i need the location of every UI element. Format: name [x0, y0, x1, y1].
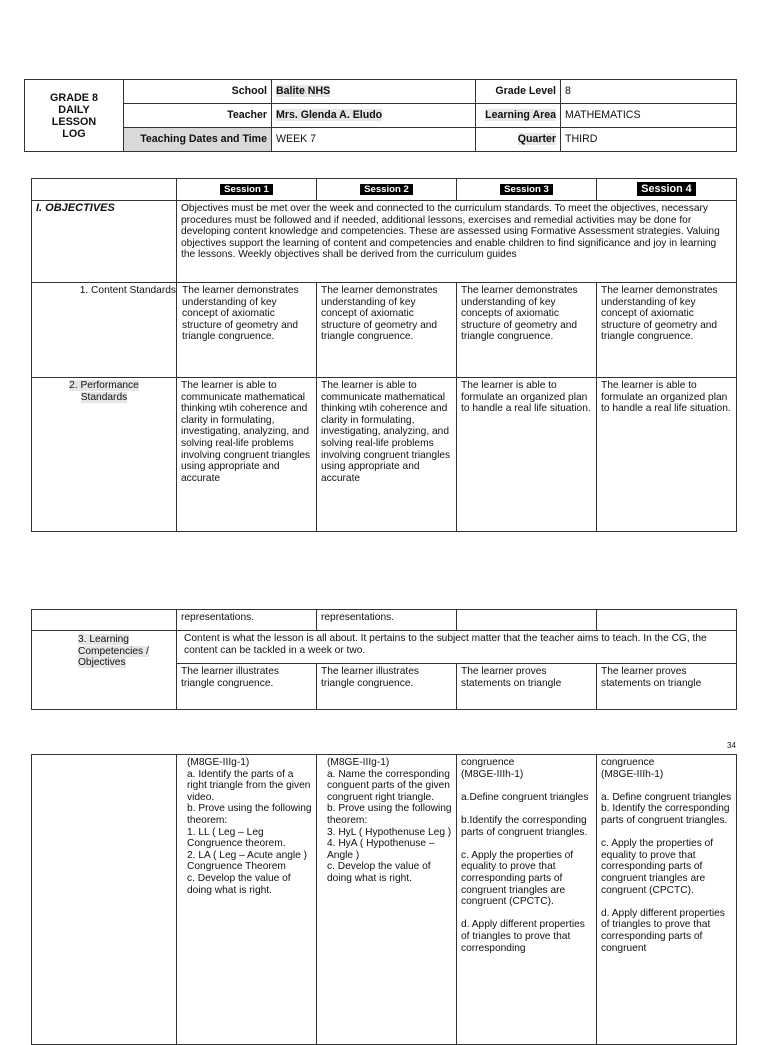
performance-standards-label: [32, 378, 177, 532]
quarter-label-text: Quarter: [517, 132, 556, 145]
continuation-empty: [32, 610, 177, 631]
objectives-detail-table: [31, 754, 737, 1045]
title-line: GRADE 8: [50, 91, 98, 104]
continuation-cell-4: [597, 610, 737, 631]
school-label: School: [124, 80, 272, 104]
objectives-detail-cell-1: (M8GE-IIIg-1) a. Identify the parts of a right triangle from the given video. b. Prove using the following theorem: 1. LL ( Leg – Leg Congruence theorem. 2. LA ( Leg – Acute angle ) Congruence Theorem c. Develop the value of doing what is right.: [177, 755, 317, 1045]
objectives-text: Objectives must be met over the week and connected to the curriculum standards. To meet the objectives, necessary procedures must be followed and if needed, additional lessons, exercises and remedial activities may be done for developing content knowledge and competencies. These are assessed using Formative Assessment strategies. Valuing objectives support the learning of content and competencies and enable children to find significance and joy in learning the lessons. Weekly objectives shall be derived from the curriculum guides: [177, 201, 737, 283]
school-value-text: Balite NHS: [276, 84, 331, 97]
title-line: LOG: [62, 127, 86, 140]
objectives-table: [31, 178, 737, 532]
grade-level-label: Grade Level: [476, 80, 561, 104]
session-4-label: Session 4: [637, 182, 695, 196]
dates-label: Teaching Dates and Time: [124, 128, 272, 152]
learning-area-value: MATHEMATICS: [561, 104, 737, 128]
objectives-label: I. OBJECTIVES: [32, 201, 177, 283]
learning-area-label: [476, 104, 561, 128]
performance-standards-label-text: 2. Performance Standards: [69, 380, 139, 403]
content-standards-cell-1: The learner demonstrates understanding of key concept of axiomatic structure of geometry and triangle congruence.: [177, 283, 317, 378]
performance-standards-cell-3: The learner is able to formulate an organized plan to handle a real life situation.: [457, 378, 597, 532]
competencies-table: [31, 609, 737, 710]
grade-title: [25, 80, 124, 152]
quarter-label: [476, 128, 561, 152]
continuation-cell-1: representations.: [177, 610, 317, 631]
page-number: 34: [727, 741, 736, 750]
objectives-detail-cell-4: congruence (M8GE-IIIh-1) a. Define congruent triangles b. Identify the corresponding parts of congruent triangles. c. Apply the properties of equality to prove that corresponding parts of congruent triangles are congruent (CPCTC). d. Apply different properties of triangles to prove that corresponding parts of congruent: [597, 755, 737, 1045]
school-value: [272, 80, 476, 104]
content-standards-cell-2: The learner demonstrates understanding of key concept of axiomatic structure of geometry and triangle congruence.: [317, 283, 457, 378]
session-header-row: [32, 179, 737, 201]
grade-level-value: 8: [561, 80, 737, 104]
session-2-label: Session 2: [360, 184, 413, 195]
competencies-intro-row: [32, 631, 737, 664]
dates-value: WEEK 7: [272, 128, 476, 152]
objectives-detail-row: [32, 755, 737, 1045]
teacher-label: Teacher: [124, 104, 272, 128]
session-1-header: [177, 179, 317, 201]
continuation-cell-3: [457, 610, 597, 631]
content-standards-label: 1. Content Standards: [32, 283, 177, 378]
objectives-detail-cell-2: (M8GE-IIIg-1) a. Name the corresponding conguent parts of the given congruent right triangle. b. Prove using the following theorem: 3. HyL ( Hypothenuse Leg ) 4. HyA ( Hypothenuse – Angle ) c. Develop the value of doing what is right.: [317, 755, 457, 1045]
performance-standards-cell-4: The learner is able to formulate an organized plan to handle a real life situation.: [597, 378, 737, 532]
title-line: LESSON: [51, 115, 97, 128]
performance-standards-cell-1: The learner is able to communicate mathematical thinking wtih coherence and clarity in formulating, investigating, analyzing, and solving real-life problems involving congruent triangles using appropriate and accurate: [177, 378, 317, 532]
competencies-label: [32, 631, 177, 710]
session-3-label: Session 3: [500, 184, 553, 195]
title-line: DAILY: [58, 103, 90, 116]
performance-standards-row: [32, 378, 737, 532]
header-table: [24, 79, 737, 152]
content-standards-cell-3: The learner demonstrates understanding of key concepts of axiomatic structure of geometry and triangle congruence.: [457, 283, 597, 378]
competencies-label-text: 3. Learning Competencies / Objectives: [78, 634, 149, 669]
objectives-row: [32, 201, 737, 283]
competencies-text: Content is what the lesson is all about. It pertains to the subject matter that the teacher aims to teach. In the CG, the content can be tackled in a week or two.: [177, 631, 737, 664]
content-standards-cell-4: The learner demonstrates understanding of key concept of axiomatic structure of geometry and triangle congruence.: [597, 283, 737, 378]
session-2-header: [317, 179, 457, 201]
continuation-cell-2: representations.: [317, 610, 457, 631]
session-1-label: Session 1: [220, 184, 273, 195]
performance-standards-cell-2: The learner is able to communicate mathematical thinking wtih coherence and clarity in formulating, investigating, analyzing, and solving real-life problems involving congruent triangles using appropriate and accurate: [317, 378, 457, 532]
session-3-header: [457, 179, 597, 201]
teacher-value: [272, 104, 476, 128]
learning-area-label-text: Learning Area: [485, 108, 556, 121]
content-standards-row: [32, 283, 737, 378]
empty-header-cell: [32, 179, 177, 201]
competencies-cell-3: The learner proves statements on triangle: [457, 664, 597, 710]
competencies-cell-2: The learner illustrates triangle congruence.: [317, 664, 457, 710]
continuation-row: [32, 610, 737, 631]
objectives-detail-cell-3: congruence (M8GE-IIIh-1) a.Define congruent triangles b.Identify the corresponding parts of congruent triangles. c. Apply the properties of equality to prove that corresponding parts of congruent triangles are congruent (CPCTC). d. Apply different properties of triangles to prove that corresponding: [457, 755, 597, 1045]
competencies-cell-1: The learner illustrates triangle congruence.: [177, 664, 317, 710]
competencies-cell-4: The learner proves statements on triangle: [597, 664, 737, 710]
objectives-detail-empty: [32, 755, 177, 1045]
quarter-value: THIRD: [561, 128, 737, 152]
teacher-value-text: Mrs. Glenda A. Eludo: [276, 108, 383, 121]
session-4-header: [597, 179, 737, 201]
